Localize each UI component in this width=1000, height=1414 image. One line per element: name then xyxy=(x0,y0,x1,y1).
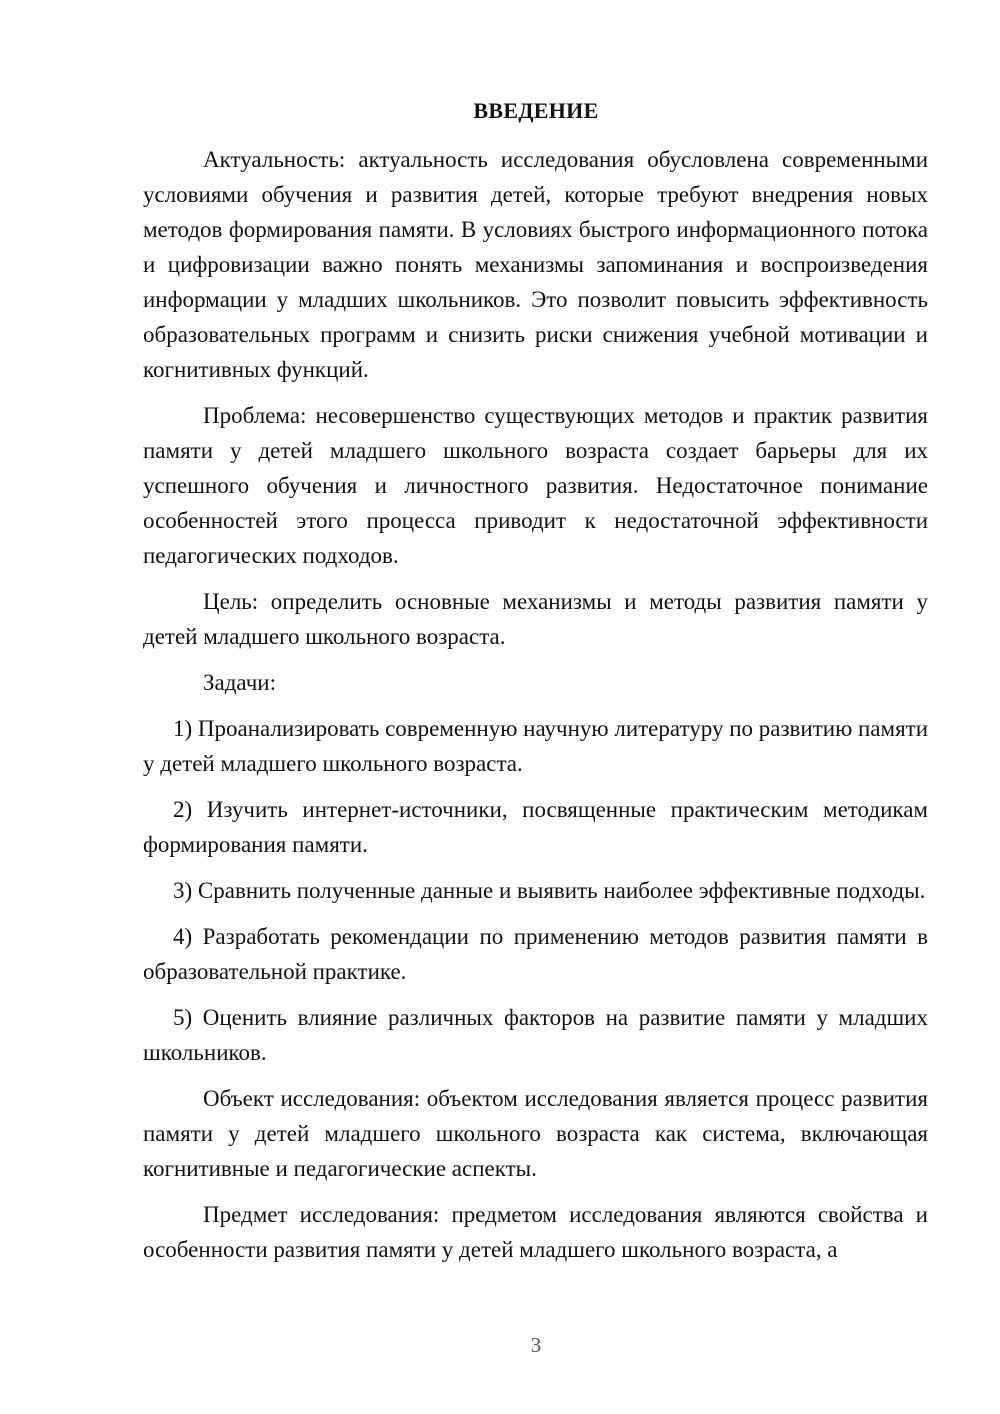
task-item-3: 3) Сравнить полученные данные и выявить наиболее эффективные подходы. xyxy=(173,878,926,903)
task-item-4: 4) Разработать рекомендации по применению методов развития памяти в образовательной практике. xyxy=(143,924,928,984)
paragraph-goal: Цель: определить основные механизмы и методы развития памяти у детей младшего школьного возраста. xyxy=(143,589,928,649)
page-title: ВВЕДЕНИЕ xyxy=(473,98,599,123)
task-item-5: 5) Оценить влияние различных факторов на развитие памяти у младших школьников. xyxy=(143,1005,928,1065)
paragraph-object: Объект исследования: объектом исследования является процесс развития памяти у детей младшего школьного возраста как система, включающая когнитивные и педагогические аспекты. xyxy=(143,1086,928,1181)
document-body xyxy=(143,142,928,1267)
page-number: 3 xyxy=(530,1333,542,1357)
paragraph-problem: Проблема: несовершенство существующих методов и практик развития памяти у детей младшего школьного возраста создает барьеры для их успешного обучения и личностного развития. Недостаточное понимание особенностей этого процесса приводит к недостаточной эффективности педагогических подходов. xyxy=(143,403,928,568)
task-item-1: 1) Проанализировать современную научную литературу по развитию памяти у детей младшего школьного возраста. xyxy=(143,716,929,776)
paragraph-relevance: Актуальность: актуальность исследования обусловлена современными условиями обучения и развития детей, которые требуют внедрения новых методов формирования памяти. В условиях быстрого информационного потока и цифровизации важно понять механизмы запоминания и воспроизведения информации у младших школьников. Это позволит повысить эффективность образовательных программ и снизить риски снижения учебной мотивации и когнитивных функций. xyxy=(143,147,928,382)
task-item-2: 2) Изучить интернет-источники, посвященные практическим методикам формирования памяти. xyxy=(143,797,928,857)
paragraph-subject: Предмет исследования: предметом исследования являются свойства и особенности развития памяти у детей младшего школьного возраста, а xyxy=(143,1202,928,1262)
tasks-heading: Задачи: xyxy=(203,670,276,695)
